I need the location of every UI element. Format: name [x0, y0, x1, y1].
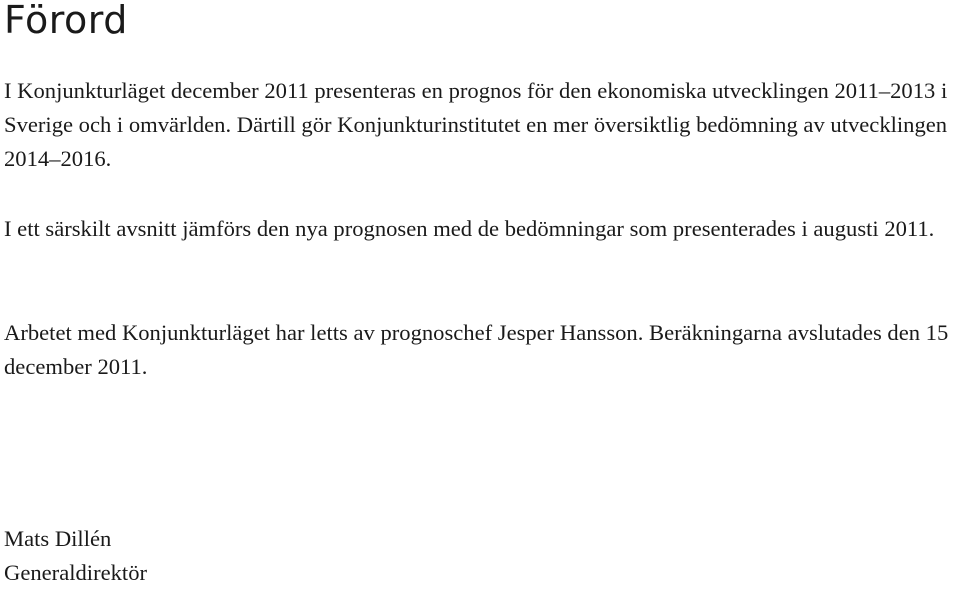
page-title: Förord: [4, 0, 128, 42]
paragraph-work-lead: Arbetet med Konjunkturläget har letts av prognoschef Jesper Hansson. Beräkningarna avslutades den 15 december 2011.: [4, 320, 949, 379]
paragraph-forecast-intro: I Konjunkturläget december 2011 presenteras en prognos för den ekonomiska utvecklingen 2011–2013 i Sverige och i omvärlden. Därtill gör Konjunkturinstitutet en mer översiktlig bedömning av utvecklingen 2014–2016.: [4, 78, 948, 171]
signature-role: Generaldirektör: [4, 560, 148, 585]
paragraph-comparison: I ett särskilt avsnitt jämförs den nya prognosen med de bedömningar som presenterades i augusti 2011.: [4, 216, 935, 241]
signature-name: Mats Dillén: [4, 526, 112, 551]
